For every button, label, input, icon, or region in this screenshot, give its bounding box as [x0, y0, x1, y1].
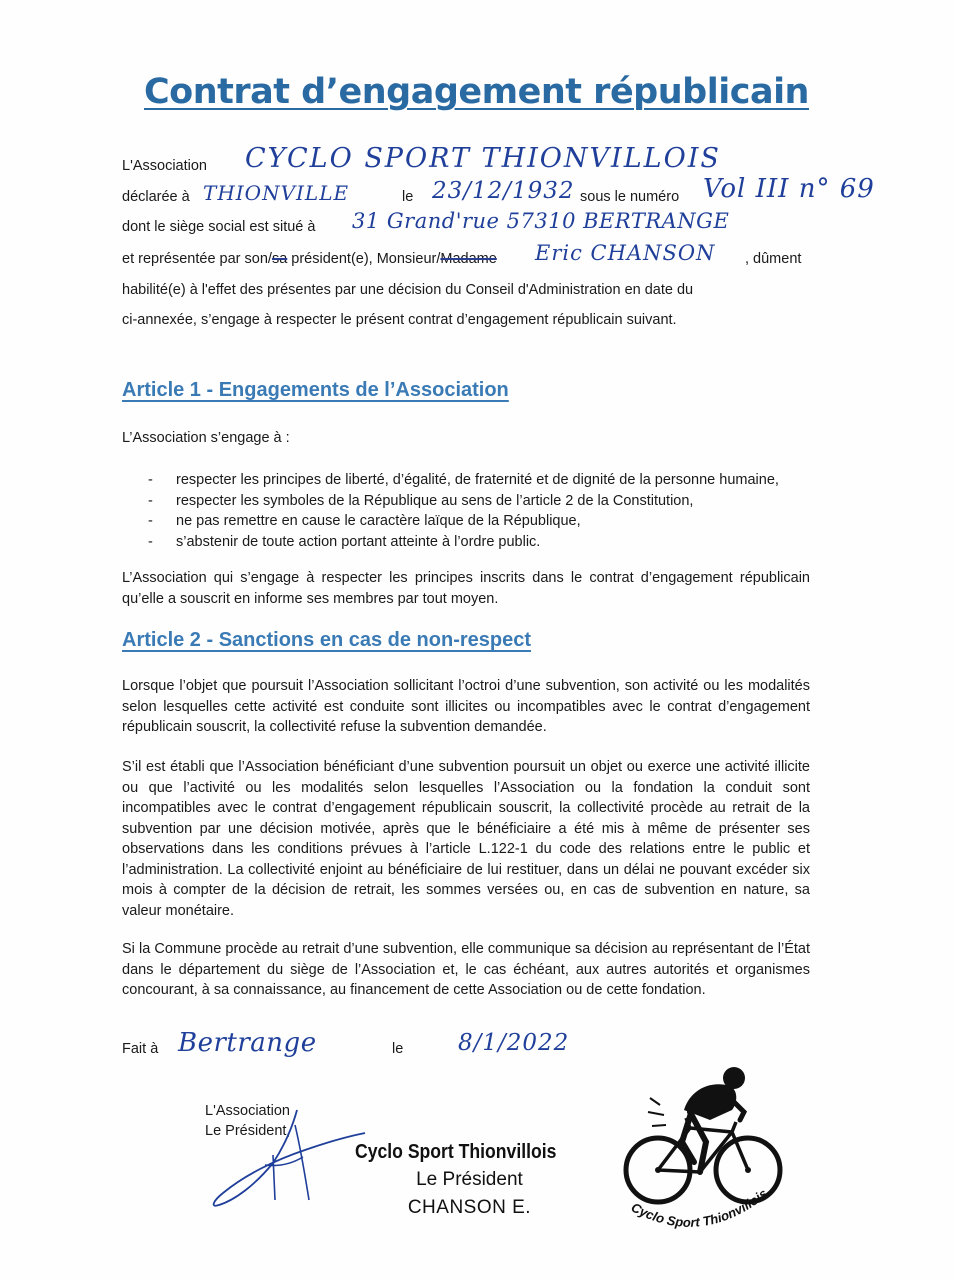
annexee-line: ci-annexée, s’engage à respecter le présent contrat d’engagement républicain suivant. — [122, 312, 677, 328]
article2-title: Article 2 - Sanctions en cas de non-respect — [122, 629, 532, 651]
list-item: - respecter les symboles de la République au sens de l’article 2 de la Constitution, — [148, 491, 779, 512]
signer-line-association: L'Association — [205, 1103, 290, 1119]
declared-label: déclarée à — [122, 189, 190, 205]
signature-date-handwritten: 8/1/2022 — [458, 1030, 570, 1056]
fait-city-handwritten: Bertrange — [178, 1028, 317, 1058]
signer-line-president: Le Président, — [205, 1123, 291, 1139]
habilite-line: habilité(e) à l'effet des présentes par une décision du Conseil d'Administration en date du — [122, 282, 694, 298]
article1-title: Article 1 - Engagements de l’Association — [122, 379, 509, 401]
list-item: - s’abstenir de toute action portant atteinte à l’ordre public. — [148, 532, 779, 553]
declared-date-handwritten: 23/12/1932 — [432, 178, 575, 204]
article2-para1: Lorsque l’objet que poursuit l’Association sollicitant l’octroi d’une subvention, son activité ou les modalités selon lesquelles cette activité est conduite sont illicites ou incompatibles avec le contrat d’engagement républicain souscrit, la collectivité refuse la subvention demandée. — [122, 678, 810, 735]
seat-address-handwritten: 31 Grand'rue 57310 BERTRANGE — [352, 209, 730, 233]
article2-para3: Si la Commune procède au retrait d’une subvention, elle communique sa décision au représentant de l’État dans le département du siège de l’Association et, le cas échéant, aux autres autorités et organismes concourant, à sa connaissance, au financement de cette Association ou de cette fondation. — [122, 941, 810, 998]
seat-label: dont le siège social est situé à — [122, 219, 316, 235]
fait-label: Fait à — [122, 1041, 159, 1057]
list-item: - ne pas remettre en cause le caractère laïque de la République, — [148, 511, 779, 532]
article1-closing: L’Association qui s’engage à respecter les principes inscrits dans le contrat d’engagement républicain qu’elle a souscrit en informe ses membres par tout moyen. — [122, 570, 810, 607]
rep-middle: président(e), Monsieur/ — [287, 251, 441, 267]
association-name-handwritten: CYCLO SPORT THIONVILLOIS — [245, 143, 721, 174]
svg-text:Cyclo Sport Thionvillois — [629, 1186, 770, 1230]
declared-city-handwritten: THIONVILLE — [203, 181, 350, 205]
representative-name-handwritten: Eric CHANSON — [535, 241, 716, 265]
date-label: le — [402, 189, 414, 205]
list-item: - respecter les principes de liberté, d’égalité, de fraternité et de dignité de la personne humaine, — [148, 470, 779, 491]
rep-struck-madame: Madame — [440, 251, 497, 267]
registration-number-handwritten: Vol III n° 69 — [703, 174, 875, 204]
rep-prefix: et représentée par son/ — [122, 251, 272, 267]
article2-para2: S’il est établi que l’Association bénéficiant d’une subvention poursuit un objet ou exerce une activité illicite ou que l’activité ou les modalités selon lesquelles l’Association ou la fondation la conduit sont incompatibles avec le contrat d’engagement républicain souscrit, la collectivité procède au retrait de la subvention par une décision motivée, après que le bénéficiaire a été mis à même de présenter ses observations dans les conditions prévues à l’article L.122-1 du code des relations entre le public et l’administration. La collectivité enjoint au bénéficiaire de lui restituer, dans un délai ne pouvant excéder six mois à compter de la décision de retrait, les sommes versées ou, en cas de subvention en nature, sa valeur monétaire. — [122, 759, 810, 919]
stamp-person: CHANSON E. — [407, 1197, 532, 1218]
representative-line — [122, 251, 497, 267]
page-title: Contrat d’engagement républicain — [144, 72, 809, 112]
stamp-role: Le Président — [416, 1169, 523, 1190]
article1-intro: L’Association s’engage à : — [122, 430, 290, 446]
cyclist-logo-icon — [620, 1050, 795, 1250]
article1-bullet-list — [148, 470, 779, 552]
number-label: sous le numéro — [580, 189, 680, 205]
stamp-association-name: Cyclo Sport Thionvillois — [355, 1141, 557, 1163]
le-label: le — [392, 1041, 404, 1057]
president-stamp — [355, 1138, 584, 1222]
rep-struck-sa: sa — [271, 251, 288, 267]
association-label: L'Association — [122, 158, 207, 174]
logo-caption: Cyclo Sport Thionvillois — [628, 1185, 771, 1230]
rep-suffix: , dûment — [745, 251, 802, 267]
